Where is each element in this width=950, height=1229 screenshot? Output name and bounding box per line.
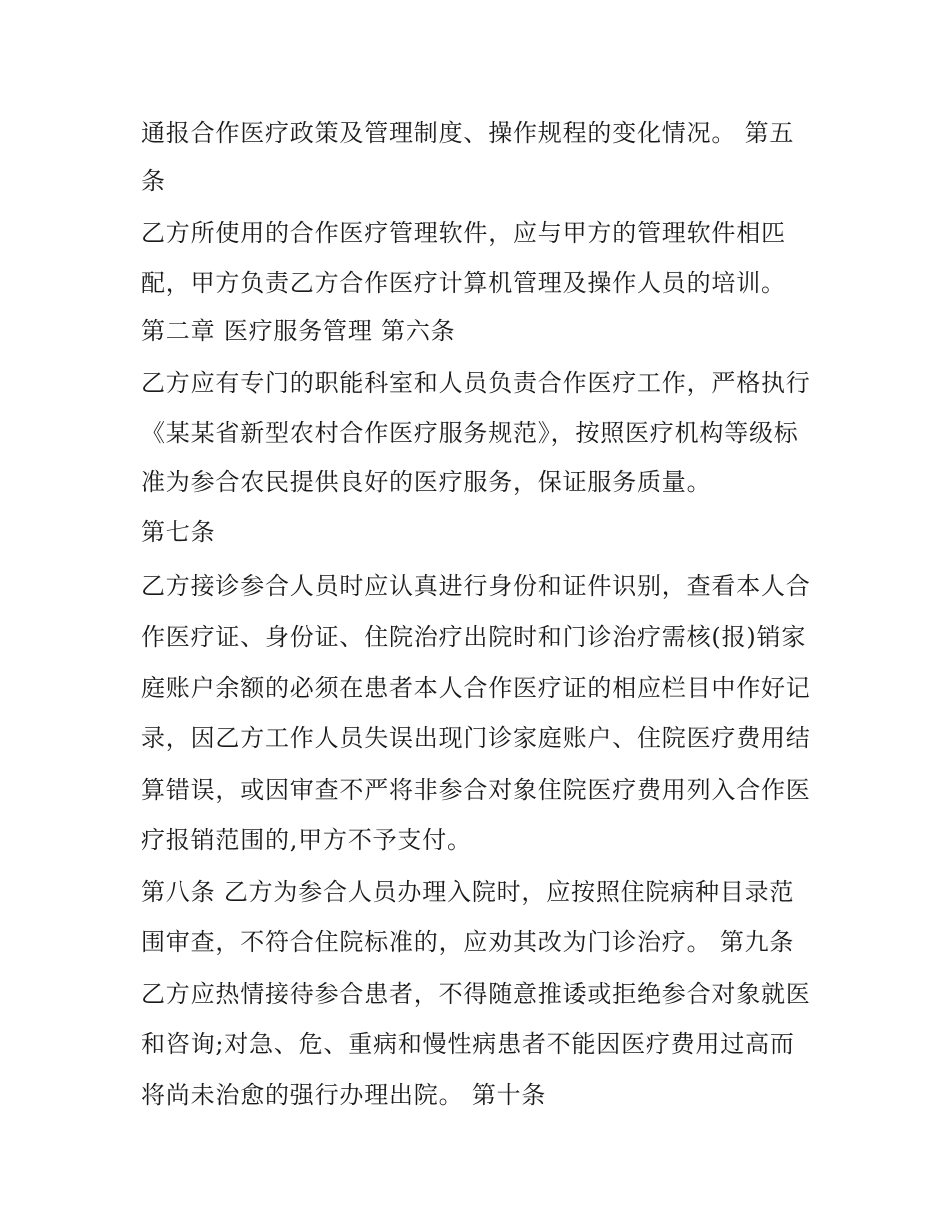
text-line: 作医疗证、身份证、住院治疗出院时和门诊治疗需核(报)销家 [141, 623, 807, 651]
text-line: 第八条 乙方为参合人员办理入院时，应按照住院病种目录范 [141, 878, 795, 906]
text-line: 乙方所使用的合作医疗管理软件，应与甲方的管理软件相匹 [141, 219, 786, 247]
text-line: 配，甲方负责乙方合作医疗计算机管理及操作人员的培训。 [141, 269, 786, 297]
text-line: 将尚未治愈的强行办理出院。 第十条 [141, 1081, 547, 1109]
text-line: 疗报销范围的,甲方不予支付。 [141, 826, 472, 854]
text-line: 算错误，或因审查不严将非参合对象住院医疗费用列入合作医 [141, 776, 811, 804]
text-line: 和咨询;对急、危、重病和慢性病患者不能因医疗费用过高而 [141, 1030, 795, 1058]
text-line: 第七条 [141, 518, 216, 546]
text-line: 第二章 医疗服务管理 第六条 [141, 317, 456, 345]
text-line: 准为参合农民提供良好的医疗服务，保证服务质量。 [141, 468, 712, 496]
text-line: 录，因乙方工作人员失误出现门诊家庭账户、住院医疗费用结 [141, 724, 811, 752]
text-line: 乙方应有专门的职能科室和人员负责合作医疗工作，严格执行 [141, 369, 811, 397]
text-line: 通报合作医疗政策及管理制度、操作规程的变化情况。 第五 [141, 119, 795, 147]
text-line: 庭账户余额的必须在患者本人合作医疗证的相应栏目中作好记 [141, 674, 811, 702]
text-line: 乙方接诊参合人员时应认真进行身份和证件识别，查看本人合 [141, 572, 811, 600]
text-line: 乙方应热情接待参合患者，不得随意推诿或拒绝参合对象就医 [141, 980, 811, 1008]
text-line: 条 [141, 167, 166, 195]
text-line: 围审查，不符合住院标准的，应劝其改为门诊治疗。 第九条 [141, 928, 795, 956]
text-line: 《某某省新型农村合作医疗服务规范》，按照医疗机构等级标 [141, 419, 799, 447]
